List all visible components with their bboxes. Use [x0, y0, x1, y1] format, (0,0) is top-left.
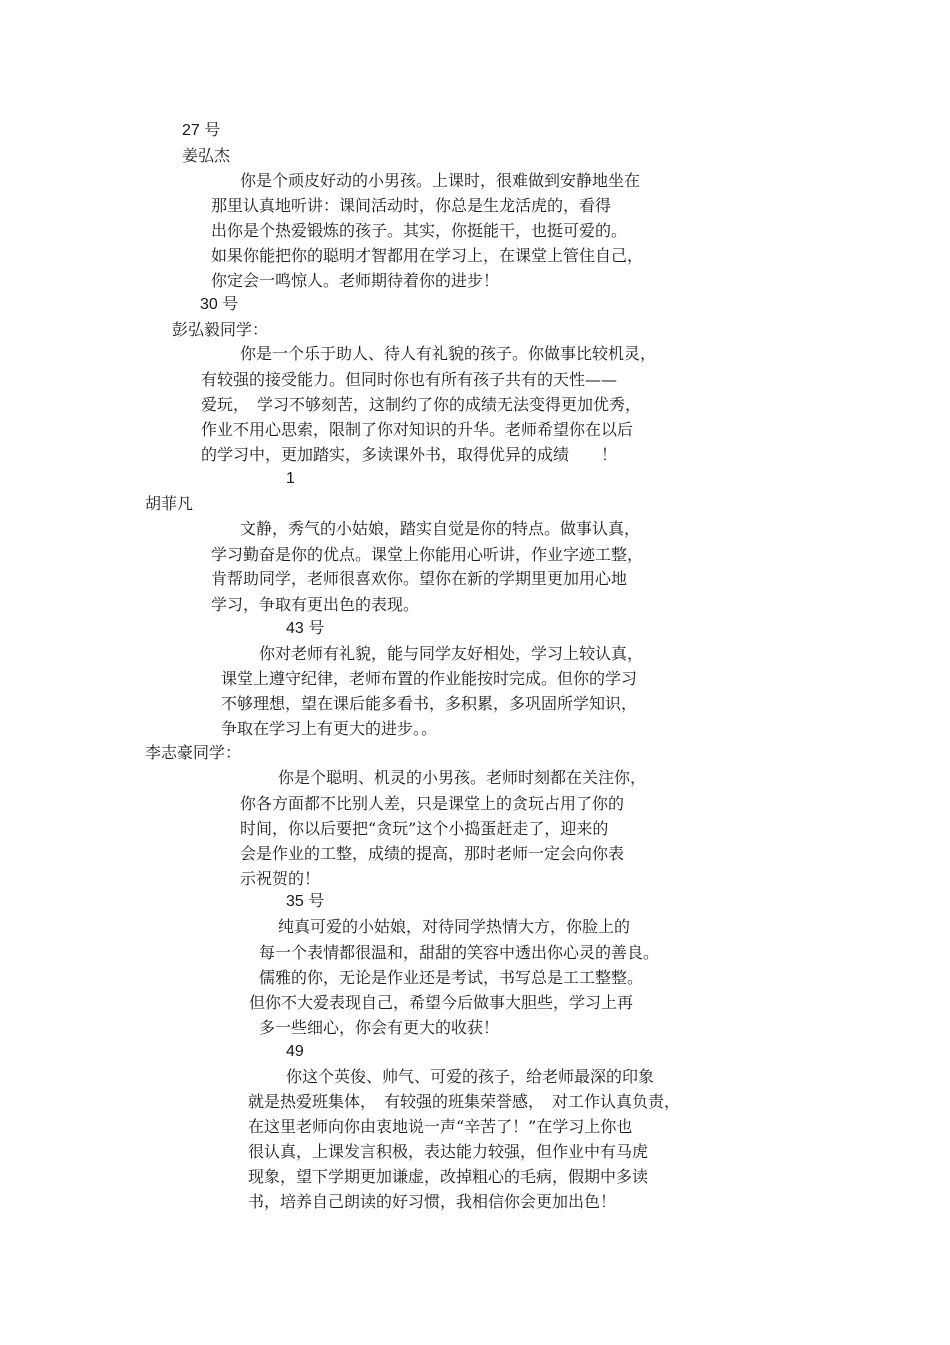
entry-number: 27 号: [182, 122, 221, 139]
comment-line: 你各方面都不比别人差，只是课堂上的贪玩占用了你的: [240, 794, 625, 813]
comment-line: 那里认真地听讲：课间活动时，你总是生龙活虎的，看得: [211, 196, 612, 215]
entry-number: 43 号: [286, 620, 325, 637]
comment-line: 你是个聪明、机灵的小男孩。老师时刻都在关注你，: [278, 768, 647, 787]
comment-line: 学习勤奋是你的优点。课堂上你能用心听讲，作业字迹工整，: [211, 545, 644, 564]
comment-line: 纯真可爱的小姑娘，对待同学热情大方，你脸上的: [278, 917, 631, 936]
comment-line: 就是热爱班集体， 有较强的班集荣誉感， 对工作认真负责，: [248, 1092, 681, 1111]
comment-line: 有较强的接受能力。但同时你也有所有孩子共有的天性——: [201, 370, 618, 389]
student-name: 姜弘杰: [182, 146, 231, 165]
comment-line: 会是作业的工整，成绩的提高，那时老师一定会向你表: [240, 844, 625, 863]
comment-line: 但你不大爱表现自己，希望今后做事大胆些，学习上再: [249, 993, 634, 1012]
comment-line: 你定会一鸣惊人。老师期待着你的进步！: [211, 271, 500, 290]
comment-line: 作业不用心思索，限制了你对知识的升华。老师希望你在以后: [201, 420, 634, 439]
comment-line: 在这里老师向你由衷地说一声“辛苦了！”在学习上你也: [248, 1117, 633, 1136]
student-name: 胡菲凡: [145, 494, 194, 513]
entry-number: 35 号: [286, 893, 325, 910]
comment-line: 课堂上遵守纪律，老师布置的作业能按时完成。但你的学习: [221, 669, 638, 688]
comment-line: 你对老师有礼貌，能与同学友好相处，学习上较认真，: [259, 644, 644, 663]
comment-line: 学习，争取有更出色的表现。: [211, 595, 420, 614]
comment-line: 每一个表情都很温和，甜甜的笑容中透出你心灵的善良。: [259, 943, 660, 962]
comment-line: 很认真，上课发言积极，表达能力较强，但作业中有马虎: [248, 1142, 649, 1161]
comment-line: 出你是个热爱锻炼的孩子。其实，你挺能干，也挺可爱的。: [211, 221, 628, 240]
comment-line: 儒雅的你，无论是作业还是考试，书写总是工工整整。: [259, 968, 644, 987]
comment-line: 的学习中，更加踏实，多读课外书，取得优异的成绩 ！: [201, 445, 618, 464]
student-name: 彭弘毅同学：: [172, 320, 269, 339]
comment-line: 爱玩， 学习不够刻苦，这制约了你的成绩无法变得更加优秀，: [201, 395, 642, 414]
comment-line: 文静，秀气的小姑娘，踏实自觉是你的特点。做事认真，: [240, 519, 641, 538]
comment-line: 你是个顽皮好动的小男孩。上课时，很难做到安静地坐在: [240, 171, 641, 190]
student-name: 李志豪同学：: [145, 743, 242, 762]
entry-number: 49: [286, 1043, 304, 1060]
comment-line: 争取在学习上有更大的进步。。: [221, 719, 438, 738]
comment-line: 示祝贺的！: [240, 869, 321, 888]
comment-line: 你是一个乐于助人、待人有礼貌的孩子。你做事比较机灵，: [240, 344, 657, 363]
comment-line: 多一些细心，你会有更大的收获！: [259, 1018, 500, 1037]
comment-line: 你这个英俊、帅气、可爱的孩子，给老师最深的印象: [286, 1067, 655, 1086]
comment-line: 不够理想，望在课后能多看书，多积累，多巩固所学知识，: [221, 694, 638, 713]
entry-number: 30 号: [200, 296, 239, 313]
comment-line: 肯帮助同学，老师很喜欢你。望你在新的学期里更加用心地: [211, 569, 628, 588]
comment-line: 书，培养自己朗读的好习惯，我相信你会更加出色！: [248, 1192, 617, 1211]
comment-line: 如果你能把你的聪明才智都用在学习上，在课堂上管住自己，: [211, 246, 644, 265]
entry-number: 1: [286, 470, 295, 487]
comment-line: 时间，你以后要把“贪玩”这个小捣蛋赶走了，迎来的: [240, 819, 609, 838]
comment-line: 现象，望下学期更加谦虚，改掉粗心的毛病，假期中多读: [248, 1167, 649, 1186]
